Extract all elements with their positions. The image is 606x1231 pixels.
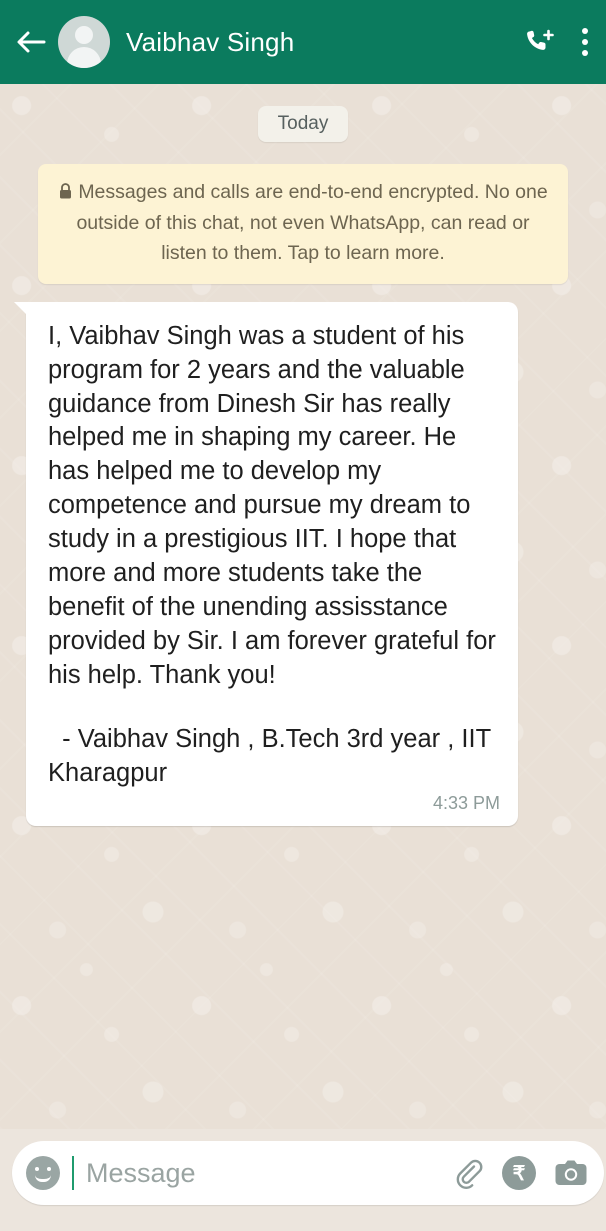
rupee-icon[interactable]: ₹ <box>502 1156 536 1190</box>
camera-icon[interactable] <box>554 1158 588 1188</box>
chat-header <box>0 0 606 84</box>
back-arrow-icon[interactable] <box>14 25 48 59</box>
chat-message-area[interactable] <box>0 84 606 1129</box>
day-divider-label: Today <box>258 106 349 142</box>
composer-bar <box>0 1129 606 1217</box>
header-actions <box>522 25 588 59</box>
avatar-body-shape <box>67 47 101 68</box>
message-body: I, Vaibhav Singh was a student of his program for 2 years and the valuable guidance from Dinesh Sir has really helped me in shaping my career. He has helped me to develop my competence and pursue my dream to study in a prestigious IIT. I hope that more and more students take the benefit of the unending assisstance provided by Sir. I am forever grateful for his help. Thank you! <box>48 321 503 689</box>
menu-dot <box>582 39 588 45</box>
text-caret <box>72 1156 74 1190</box>
encryption-notice[interactable] <box>38 164 568 284</box>
avatar[interactable] <box>58 16 110 68</box>
avatar-head-shape <box>75 26 93 44</box>
paperclip-icon[interactable] <box>452 1157 484 1189</box>
message-timestamp: 4:33 PM <box>432 792 500 813</box>
search-input message-input[interactable] <box>86 1158 440 1189</box>
add-call-icon[interactable] <box>522 25 556 59</box>
encryption-notice-text: Messages and calls are end-to-end encrypted. No one outside of this chat, not even WhatsApp, can read or listen to them. Tap to learn more. <box>76 181 548 264</box>
message-bubble-incoming[interactable] <box>26 302 518 826</box>
emoji-icon[interactable] <box>26 1156 60 1190</box>
system-nav-strip <box>0 1217 606 1231</box>
message-input-pill[interactable] <box>12 1141 604 1205</box>
menu-dot <box>582 50 588 56</box>
overflow-menu-icon[interactable] <box>582 28 588 56</box>
menu-dot <box>582 28 588 34</box>
lock-icon <box>58 180 73 209</box>
message-signature: - Vaibhav Singh , B.Tech 3rd year , IIT Kharagpur <box>48 724 498 787</box>
contact-name[interactable]: Vaibhav Singh <box>126 26 295 57</box>
composer-icons <box>452 1156 588 1190</box>
day-divider <box>12 106 594 142</box>
